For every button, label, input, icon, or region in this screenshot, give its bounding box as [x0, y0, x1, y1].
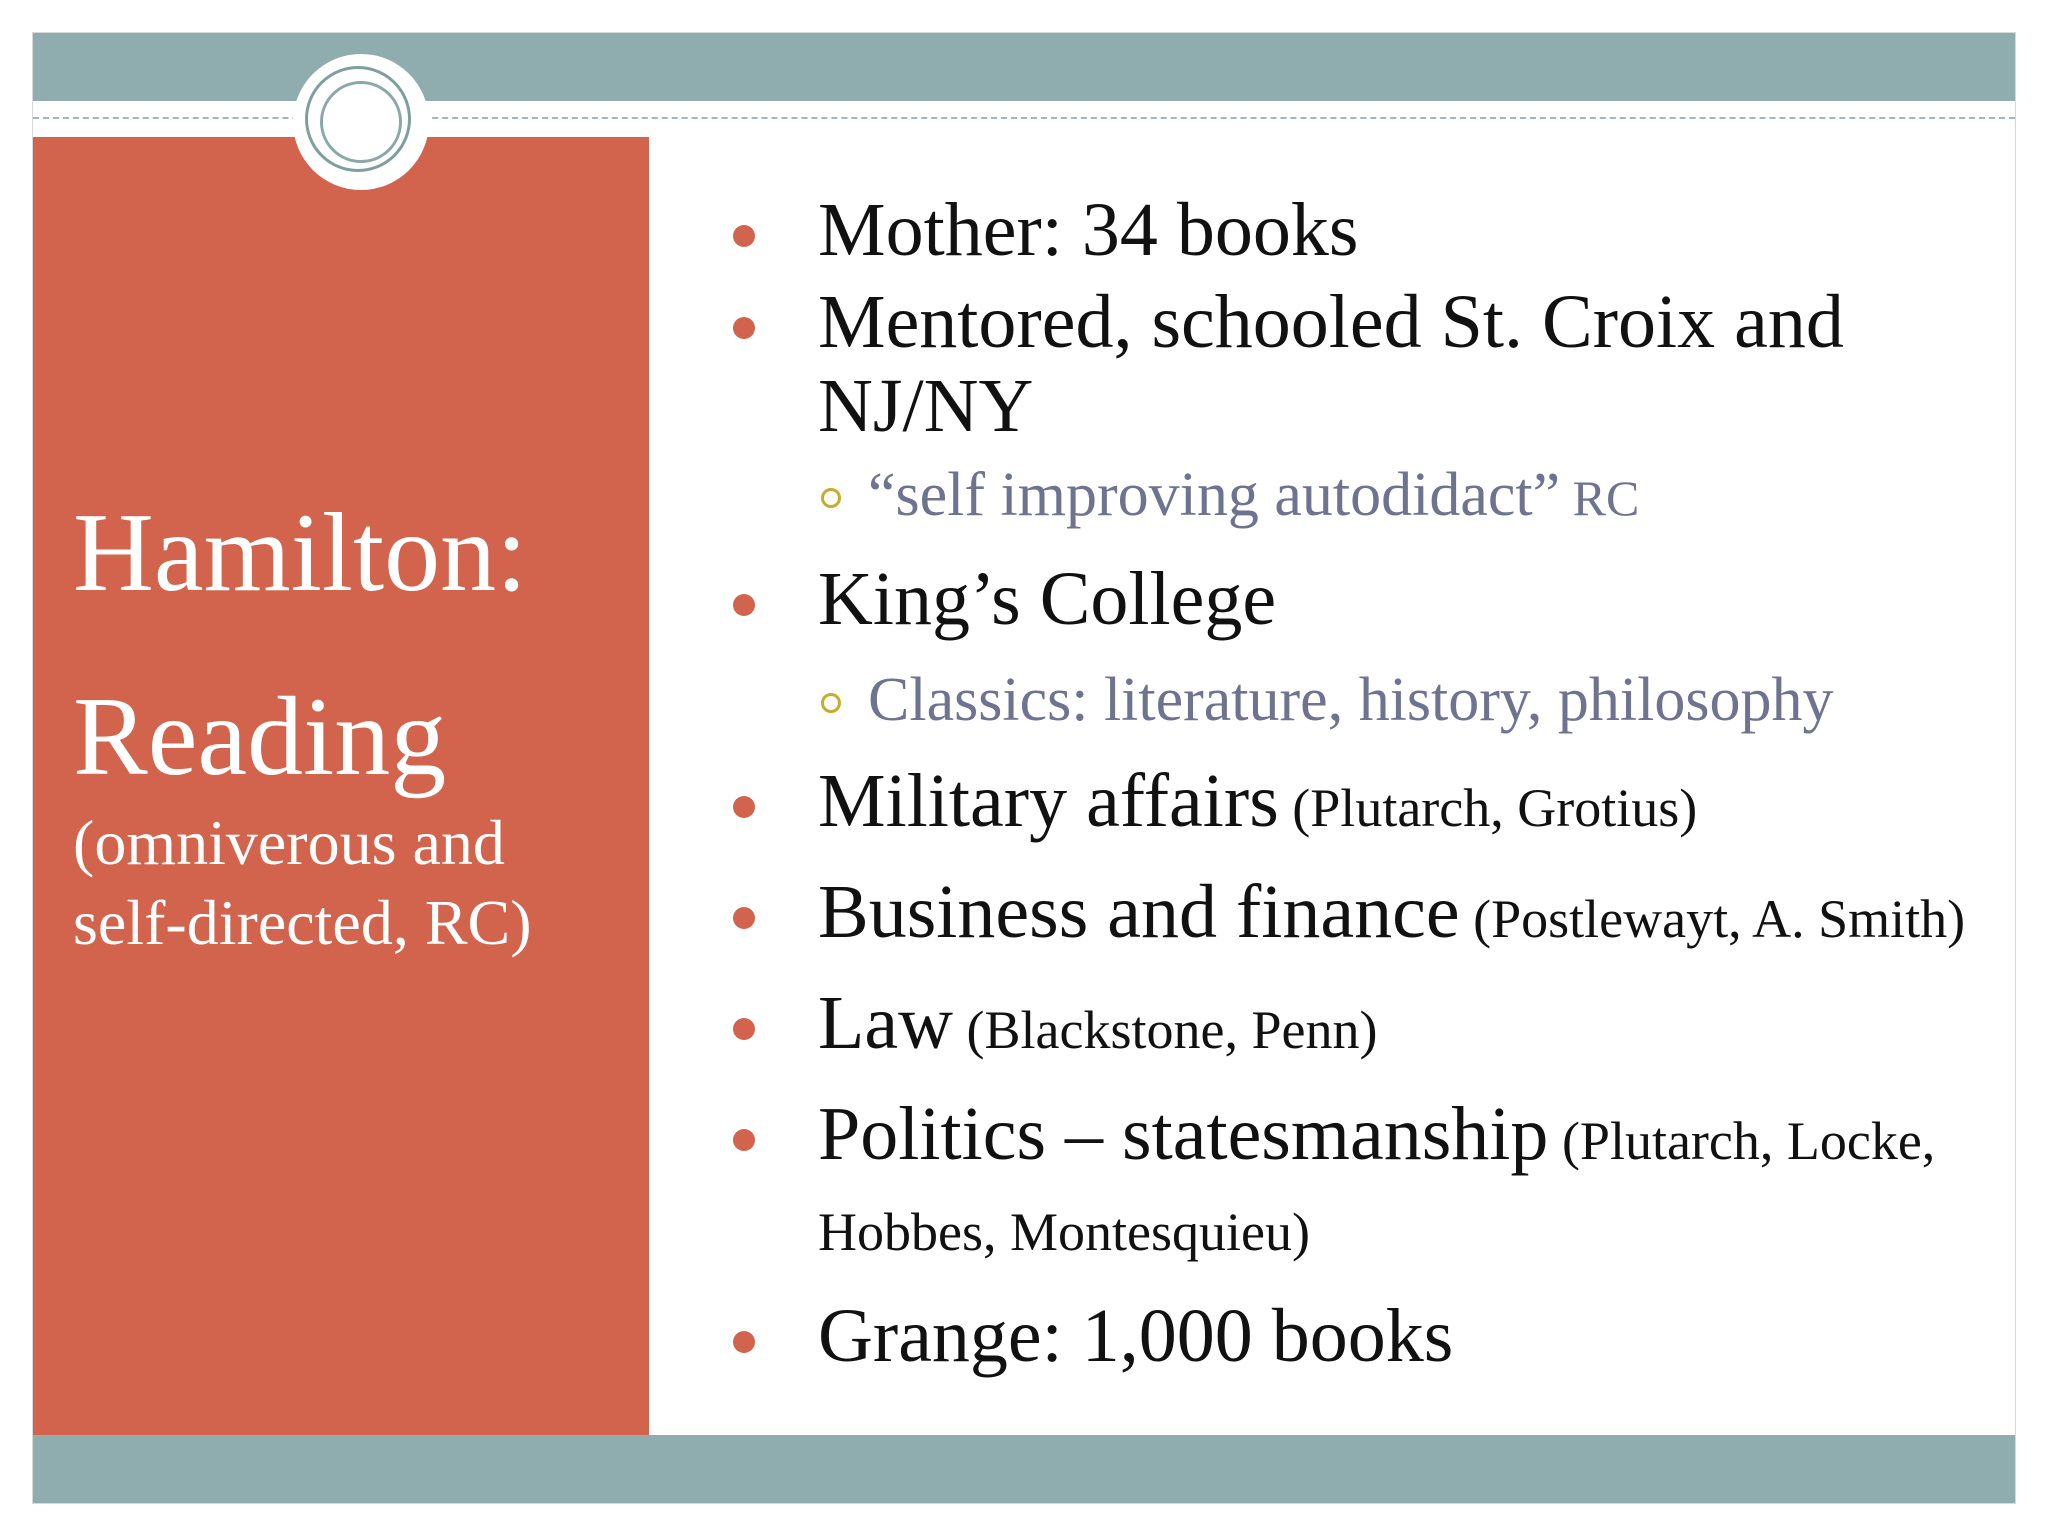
sub-item-note: RC — [1560, 470, 1640, 526]
item-text: King’s College — [818, 557, 1277, 641]
sub-item-text: Classics: literature, history, philosophy — [868, 666, 1834, 734]
list-item — [733, 981, 1993, 1072]
list-item — [733, 1294, 1993, 1378]
bullet-dot-icon — [733, 594, 755, 616]
title-panel — [33, 137, 649, 1435]
item-note: (Plutarch, Locke, Hobbes, Montesquieu) — [818, 1111, 1936, 1262]
slide — [33, 33, 2015, 1503]
sub-list-item — [733, 456, 1993, 537]
bullet-dot-icon — [733, 1331, 755, 1353]
item-text: Military affairs — [818, 759, 1279, 843]
list-item — [733, 280, 1993, 448]
item-text: Mother: 34 books — [818, 188, 1359, 272]
medallion-icon — [293, 54, 429, 190]
bullet-dot-icon — [733, 1018, 755, 1040]
item-note: (Postlewayt, A. Smith) — [1459, 889, 1966, 949]
list-item — [733, 870, 1993, 961]
subtitle-close: ) — [510, 887, 532, 958]
item-text: Mentored, schooled St. Croix and NJ/NY — [818, 280, 1844, 448]
sub-list-item — [733, 661, 1993, 739]
subtitle-text: (omniverous and self-directed, — [73, 807, 505, 958]
title-block — [73, 491, 633, 963]
list-item — [733, 188, 1993, 272]
slide-title-reading: Reading — [73, 675, 447, 799]
bullet-dot-icon — [733, 796, 755, 818]
item-text: Law — [818, 981, 954, 1065]
slide-title: Hamilton: — [73, 491, 528, 615]
slide-subtitle — [73, 803, 633, 963]
item-text: Politics – statesmanship — [818, 1092, 1549, 1176]
bullet-list — [733, 188, 1993, 1378]
list-item — [733, 557, 1993, 641]
bullet-dot-icon — [733, 225, 755, 247]
medallion-inner-ring — [320, 81, 402, 163]
hollow-bullet-icon — [821, 693, 841, 713]
item-text: Grange: 1,000 books — [818, 1294, 1454, 1378]
item-note: (Plutarch, Grotius) — [1278, 778, 1698, 838]
item-text: Business and finance — [818, 870, 1460, 954]
bullet-dot-icon — [733, 317, 755, 339]
sub-item-text: “self improving autodidact” — [868, 461, 1561, 529]
list-item — [733, 1092, 1993, 1274]
bullet-dot-icon — [733, 907, 755, 929]
bottom-band — [33, 1435, 2015, 1503]
subtitle-rc: RC — [424, 887, 511, 958]
bullet-dot-icon — [733, 1129, 755, 1151]
hollow-bullet-icon — [821, 488, 841, 508]
item-note: (Blackstone, Penn) — [953, 1000, 1378, 1060]
list-item — [733, 759, 1993, 850]
